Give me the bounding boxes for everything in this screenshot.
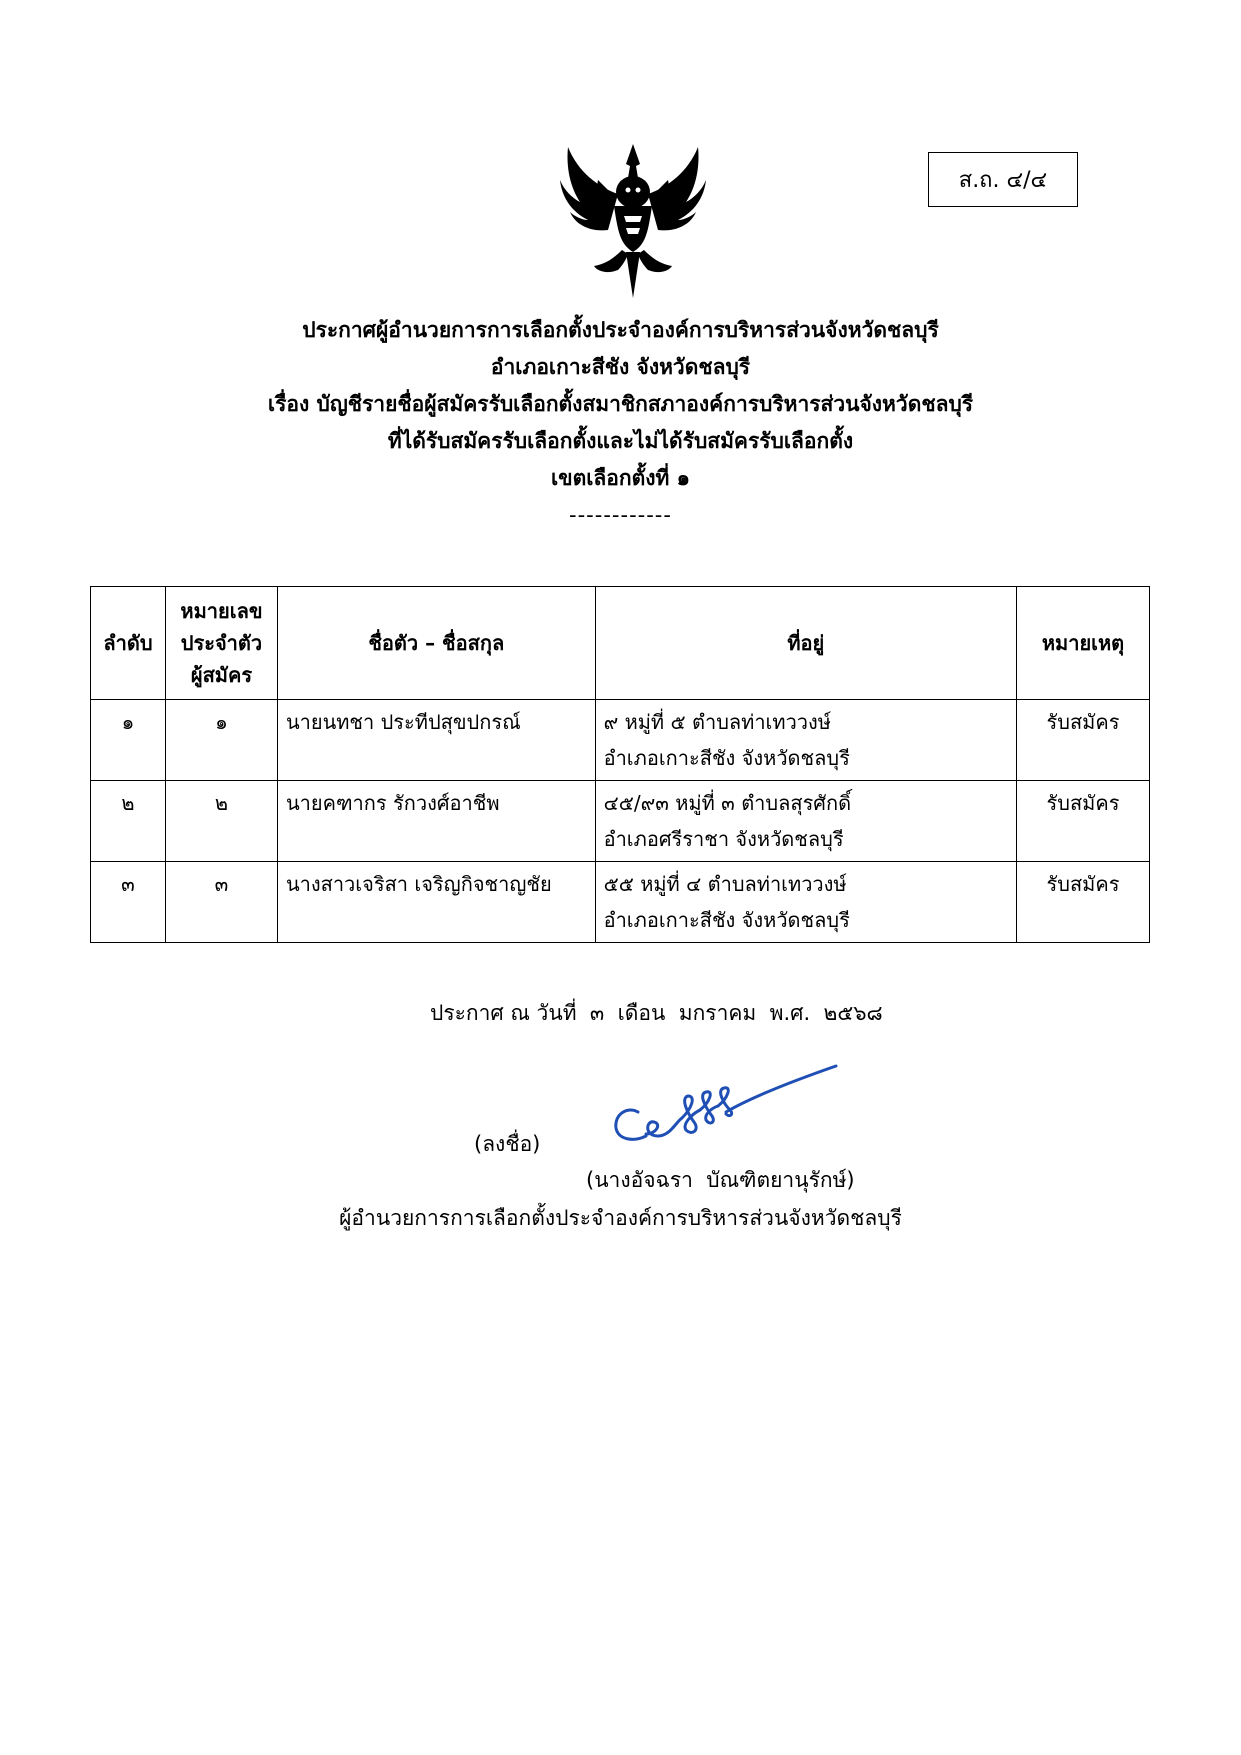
header-number-line-2: ประจำตัว <box>180 631 263 655</box>
garuda-emblem-icon <box>548 132 718 300</box>
cell-remark: รับสมัคร <box>1017 862 1150 943</box>
cell-name: นายนทชา ประทีปสุขปกรณ์ <box>277 700 595 781</box>
heading-line-4: ที่ได้รับสมัครรับเลือกตั้งและไม่ได้รับสมัครรับเลือกตั้ง <box>387 429 854 453</box>
cell-number: ๒ <box>165 781 277 862</box>
address-line-2: อำเภอศรีราชา จังหวัดชลบุรี <box>603 827 844 851</box>
handwritten-signature <box>600 1062 840 1162</box>
address-line-1: ๙ หมู่ที่ ๕ ตำบลท่าเทววงษ์ <box>603 710 831 734</box>
heading-divider: ------------ <box>569 503 672 527</box>
address-line-2: อำเภอเกาะสีชัง จังหวัดชลบุรี <box>603 908 850 932</box>
announcement-date: ประกาศ ณ วันที่ ๓ เดือน มกราคม พ.ศ. ๒๕๖๘ <box>430 1001 883 1025</box>
cell-order: ๑ <box>91 700 166 781</box>
address-line-1: ๔๕/๙๓ หมู่ที่ ๓ ตำบลสุรศักดิ์ <box>603 791 852 815</box>
table-header-row <box>91 587 1150 700</box>
heading-line-1: ประกาศผู้อำนวยการการเลือกตั้งประจำองค์การบริหารส่วนจังหวัดชลบุรี <box>302 318 939 342</box>
candidates-table <box>90 586 1150 943</box>
address-line-1: ๕๕ หมู่ที่ ๔ ตำบลท่าเทววงษ์ <box>603 872 847 896</box>
header-remark: หมายเหตุ <box>1017 587 1150 700</box>
cell-address <box>595 862 1016 943</box>
header-number-line-3: ผู้สมัคร <box>190 663 253 687</box>
cell-name: นายคฑากร รักวงศ์อาชีพ <box>277 781 595 862</box>
cell-name: นางสาวเจริสา เจริญกิจชาญชัย <box>277 862 595 943</box>
cell-remark: รับสมัคร <box>1017 700 1150 781</box>
cell-address <box>595 700 1016 781</box>
header-number <box>165 587 277 700</box>
cell-number: ๓ <box>165 862 277 943</box>
cell-address <box>595 781 1016 862</box>
announcement-heading <box>0 312 1241 534</box>
signature-label: (ลงชื่อ) <box>474 1132 541 1156</box>
heading-line-2: อำเภอเกาะสีชัง จังหวัดชลบุรี <box>490 355 751 379</box>
table-row <box>91 700 1150 781</box>
heading-line-5: เขตเลือกตั้งที่ ๑ <box>551 466 690 490</box>
header-name: ชื่อตัว – ชื่อสกุล <box>277 587 595 700</box>
cell-order: ๒ <box>91 781 166 862</box>
signer-position: ผู้อำนวยการการเลือกตั้งประจำองค์การบริหารส่วนจังหวัดชลบุรี <box>339 1206 902 1230</box>
cell-order: ๓ <box>91 862 166 943</box>
address-line-2: อำเภอเกาะสีชัง จังหวัดชลบุรี <box>603 746 850 770</box>
form-code-box <box>928 152 1078 207</box>
table-row <box>91 862 1150 943</box>
header-order: ลำดับ <box>91 587 166 700</box>
form-code: ส.ถ. ๔/๔ <box>958 168 1048 193</box>
header-address: ที่อยู่ <box>595 587 1016 700</box>
cell-remark: รับสมัคร <box>1017 781 1150 862</box>
cell-number: ๑ <box>165 700 277 781</box>
signer-name: (นางอัจฉรา บัณฑิตยานุรักษ์) <box>586 1168 855 1192</box>
header-number-line-1: หมายเลข <box>180 599 263 623</box>
heading-line-3: เรื่อง บัญชีรายชื่อผู้สมัครรับเลือกตั้งสมาชิกสภาองค์การบริหารส่วนจังหวัดชลบุรี <box>267 392 974 416</box>
table-row <box>91 781 1150 862</box>
